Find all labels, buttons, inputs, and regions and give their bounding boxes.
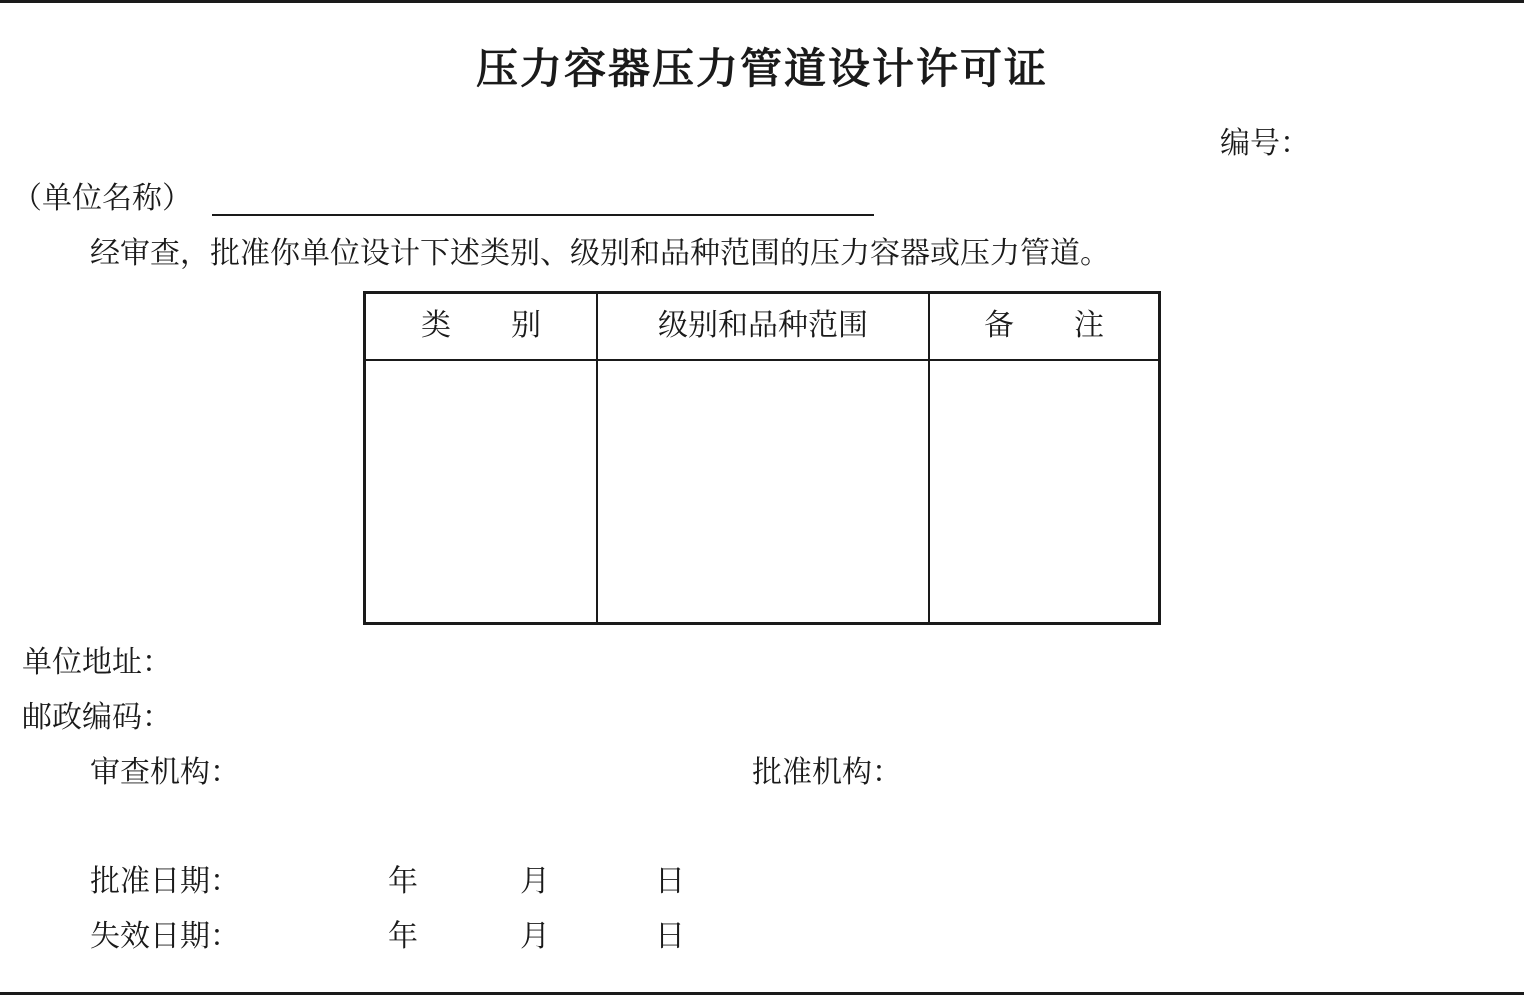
table-cell-category[interactable] — [366, 361, 596, 622]
approval-organization-label: 批准机构： — [752, 755, 902, 790]
table-header-category: 类 别 — [421, 308, 541, 343]
review-organization-label: 审查机构： — [90, 755, 240, 790]
unit-address-label: 单位地址： — [22, 645, 172, 680]
table-header-grade-range: 级别和品种范围 — [658, 308, 868, 343]
expiry-date-month: 月 — [520, 919, 550, 954]
certificate-number-label: 编号： — [1220, 126, 1310, 161]
approval-date-day: 日 — [655, 864, 685, 899]
top-border-rule — [0, 0, 1524, 3]
unit-name-label: （单位名称） — [12, 181, 192, 216]
unit-name-field-line[interactable] — [212, 214, 874, 216]
postal-code-label: 邮政编码： — [22, 700, 172, 735]
table-header-remarks: 备 注 — [984, 308, 1104, 343]
expiry-date-year: 年 — [388, 919, 418, 954]
table-cell-remarks[interactable] — [930, 361, 1158, 622]
bottom-border-rule — [0, 992, 1524, 995]
approval-date-year: 年 — [388, 864, 418, 899]
scope-table — [363, 291, 1161, 625]
expiry-date-label: 失效日期： — [90, 919, 240, 954]
approval-date-month: 月 — [520, 864, 550, 899]
approval-statement: 经审查，批准你单位设计下述类别、级别和品种范围的压力容器或压力管道。 — [90, 236, 1110, 271]
approval-date-label: 批准日期： — [90, 864, 240, 899]
document-title: 压力容器压力管道设计许可证 — [475, 44, 1048, 93]
table-cell-grade-range[interactable] — [598, 361, 928, 622]
expiry-date-day: 日 — [655, 919, 685, 954]
